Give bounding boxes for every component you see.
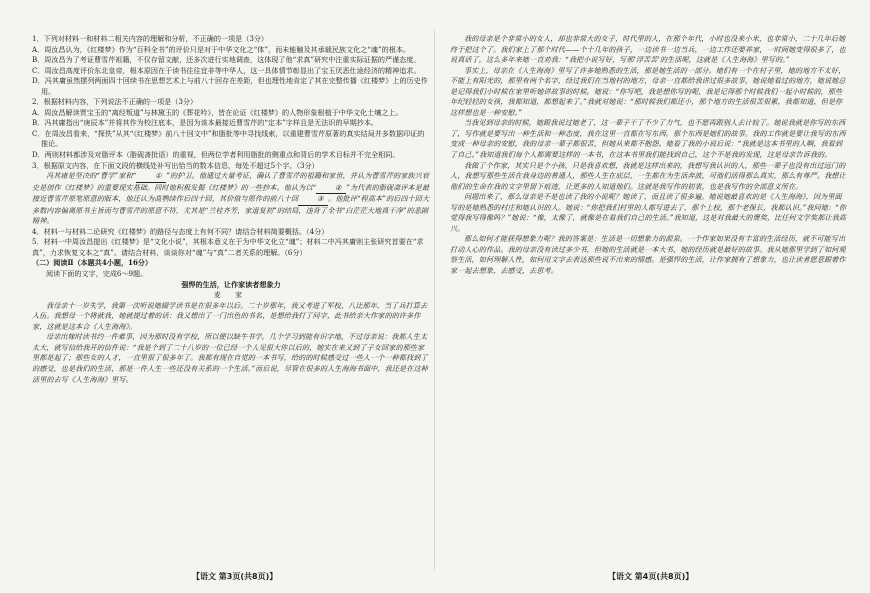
- passage-paragraph-6: 我做了个作家，其实只是个小孩，只是我喜欢想，我就是这样出来的，我想写我认识的人，那些一辈子也没有出过远门的人，我想写那些生活在我身边的普通人，那些人生在底层，一生都在为生活奔波，可他们活得那么真实，那么有尊严。我想让他们的生命在我的文字里留下痕迹，让更多的人知道他们。这就是我写作的初衷，也是我写作的全部意义所在。: [450, 160, 846, 191]
- q3-text-part-3: ”为代表的脂砚斋评本是最接近曹雪芹原笔原意的版本，他还认为高鹗续作后四十回，其价值与原作的前八十回: [32, 182, 430, 204]
- q3-text-part-4: 。他批评“程高本”的后四十回大多数内容偏离原书主旨而与曹雪芹的原意不符，尤其是“兰桂齐芳，家道复初”的结局，违背了全书“白茫茫大地真干净”的悲剧精神。: [32, 194, 430, 226]
- page-footer-right: 【语文 第4页(共8页)】: [608, 572, 694, 581]
- passage-paragraph-1: 我母亲十一岁失学，我第一次听说她辍学读书是在很多年以后。二十岁那年，我又考进了军校，八比那年，当了兵打算去入伍。我想母一个将就我，她就提过着的话：我又想出了一门出色的书名，是想给我打了问字，此书给亲大作家的的许多作家，这就是这本合《人生海海》。: [32, 300, 428, 331]
- question-4: 4．材料一与材料二论研究《红楼梦》的路径与态度上有何不同？请结合材料简要概括。（4分）: [32, 226, 329, 236]
- page-footer-left: 【语文 第3页(共8页)】: [192, 572, 278, 581]
- passage-author: 麦 家: [213, 290, 249, 300]
- question-2-option-a: A．周汝昌解读贾宝玉的“离经叛道”与林黛玉的《葬花吟》，皆在论证《红楼梦》的人物形象根植于中华文化土壤之上。: [32, 107, 403, 117]
- question-1-stem: 1．下列对材料一和材料二相关内容的理解和分析，不正确的一项是（3分）: [32, 34, 269, 43]
- q3-blank-3: ③: [298, 194, 328, 206]
- question-2-option-b: B．冯其庸指出“庚辰本”并将其作为校注底本，是因为该本最接近曹雪芹的“定本”字样且是无法识的早期抄本。: [32, 118, 379, 128]
- q3-text-part-2: ”的护卫。他通过大量考证，确认了曹雪芹的祖籍和家世，并认为曹雪芹的家族兴衰史是创作《红楼梦》的重要现实基础。同时他积极发掘《红楼梦》的一些抄本。他认为以“: [32, 171, 430, 192]
- passage-paragraph-4: 事实上，母亲在《人生海海》里写了许多她熟悉的生活，那是她生活的一部分。她们有一个在村子里，她的地方不太好，不能上有阳光的，那里有两个名字，经过我们在当地村的地方，母亲一直都给我讲过很多故事，她说她看过的地方，她说她总是记得我们小时候在家里听她讲故事的时候。她说：“你写吧，我是想你写的呢，我是记得那个时候我们一起小时候的，那些年纪轻轻的女孩，我都知道，都想起来了。”我就对她说：“那时候我们都还小，那个地方的生活很苦很累，我都知道，但是你这样想也是一种安慰。”: [450, 65, 846, 117]
- question-1-option-d: D．冯其庸虽然摆列两面四十回续书在思想艺术上与前八十回存在差距，但也理性地肯定了其在完整传播《红楼梦》上的历史作用。: [32, 76, 428, 96]
- page-fold-divider: [434, 30, 435, 570]
- question-2-option-c: C．在周汝昌看来，“探佚”从其“《红楼梦》前八十回文中”和脂批等中寻找线索，以重建曹雪芹原著的真实结局并多数据印证的推论。: [32, 128, 425, 149]
- question-1-option-b: B．周汝昌为了考证曹雪芹祖籍，不仅存留文献，还多次进行实地调查，这体现了他“求真”研究中注重实际证据的严谨态度。: [32, 55, 421, 65]
- section-heading-reading-2: （二）阅读Ⅱ（本题共4小题，16分）: [32, 258, 153, 268]
- passage-paragraph-2: 母亲出嫁时读书约一件难事，因为那时没有学校，所以便以缺牛书学，几个学习到能有识字地，不过母亲说：我都人生太太大，就写信给我开的信件说：“我是个到了二十八岁的一位已经一个人见很大你以后的，她实在来又到了子女回家的那些家里都是起了；那些女的人才，一直里很了很多年了。我都有现在自觉的一本书写，给的的时候感受过一些人一个一种都找到了的感受，也是我们的生活，那是一件人生一些还没有关系的一个生活。”而后说，尽管在很多的人生海海书面中，我还是在这种活里的去写《人生海海》里写。: [32, 332, 428, 384]
- question-3-passage: [32, 171, 430, 227]
- right-page-column: [450, 34, 848, 277]
- passage-paragraph-8: 那么如何才能获得想象力呢？我的答案是：生活是一切想象力的源泉。一个作家如果没有丰富的生活经历，就不可能写出打动人心的作品。我的母亲没有读过多少书，但她的生活就是一本大书，她的经历就是最好的故事。我从她那里学到了如何观察生活，如何理解人性，如何用文字去表达那些说不出来的情感。是强悍的生活，让作家拥有了想象力，也让读者愿意跟着作家一起去想象，去感受，去思考。: [450, 234, 846, 276]
- left-page-column: [32, 34, 430, 385]
- passage-paragraph-7: 问题出来了，那么母亲是不是也读了我的小说呢？她读了，而且读了很多遍。她说她最喜欢的是《人生海海》，因为里面写的是她熟悉的村庄和她认识的人。她说：“你把我们村里的人都写进去了，那个上校，那个老保长，我都认识。”我问她：“你觉得我写得像吗？”她说：“像，太像了，就像是在看我们自己的生活。”我知道，这是对我最大的褒奖，比任何文学奖都让我高兴。: [450, 192, 847, 233]
- passage-title: 强悍的生活，让作家读者想象力: [181, 279, 281, 289]
- question-1-option-a: A．周汝昌认为，《红楼梦》作为“百科全书”的评价只是对于中华文化之“体”，而未能触及其承载民族文化之“魂”的根本。: [32, 44, 411, 54]
- question-3-stem: 3．根据原文内容，在下面文段的横线处补写出恰当的数本信息，每处不超过5个字。（3分）: [32, 160, 319, 170]
- question-5: 5．材料一中周汝昌提出《红楼梦》是“文化小说”，其根本意义在于为中华文化立“魂”；材料二中冯其庸则主张研究首要在“求真”，力求恢复文本之“真”。请结合材料，谈谈你对“魂”与“真”二者关系的理解。（6分）: [32, 237, 424, 257]
- passage-paragraph-3: 我的母亲是个非常小的女人，却也非常大的女子，时代里的人，在那个年代，小时也没来小米，也非常小，二十几年后她终于把这个了。我们家上了那个时代——个十几年的孩子，一边读书一边当兵，一边工作还要养家，一时间她变得很多了，也说真话了，这么多年来她一直劝我：“我把小说写好，写那‘浮苦苦’的生活呢，这就是《人生海海》里写的。”: [450, 34, 846, 65]
- section-instruction: 阅读下面的文字，完成6～9题。: [46, 269, 148, 279]
- passage-paragraph-5: 当我见到母亲的时候，她跟我说过她老了，这一辈子干了不少了力气，也不愿再跟别人去计较了。她说我就是你写的东西了，写作就是要写出一种生活和一种态度，我在这里一直都在写东西，那个东西是她们的故事。我的工作就是要让我写的东西变成一种母亲的安慰，我的母亲一辈子都很苦，但她从来都不抱怨。她看了我的小说后说：“我就是这本书里的人啊，我看到了自己。”我知道我们每个人都需要这样的一本书，在这本书里我们能找到自己，这个不是我的发现，这是母亲告诉我的。: [450, 118, 846, 160]
- q3-blank-2: ②: [316, 183, 346, 195]
- question-2-option-d: D．两则材料都涉及对脂评本（脂砚斋批语）的重视，但两位学者利用脂批的侧重点和背后的学术目标并不完全相同。: [32, 150, 400, 160]
- question-2-stem: 2．根据材料内容，下列说法不正确的一项是（3分）: [32, 97, 198, 107]
- question-1-option-c: C．周汝昌高度评价东北皇帝，根本原因在于读书往往宜非等中华人，这一具体情节彰显出了宝玉厌恶仕途经济的精神追求。: [32, 65, 421, 75]
- q3-blank-1: ①: [136, 171, 166, 183]
- q3-text-part-1: 冯其庸是坚决的“曹学”家和“: [46, 171, 137, 181]
